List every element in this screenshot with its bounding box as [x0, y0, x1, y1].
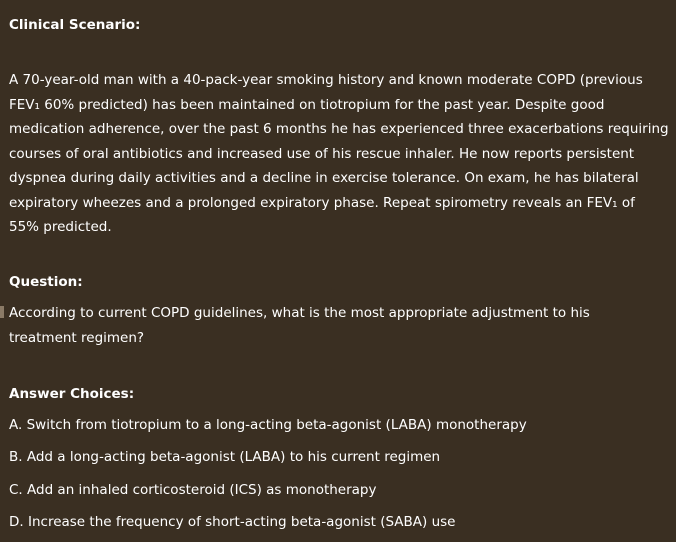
question-text: According to current COPD guidelines, what is the most appropriate adjustment to his treatment regimen? [9, 305, 590, 346]
scenario-heading: Clinical Scenario: [9, 17, 141, 33]
answer-choice-a[interactable]: A. Switch from tiotropium to a long-acting beta-agonist (LABA) monotherapy [9, 417, 527, 433]
question-heading: Question: [9, 274, 83, 290]
scenario-text: A 70-year-old man with a 40-pack-year smoking history and known moderate COPD (previous FEV₁ 60% predicted) has been maintained on tiotropium for the past year. Despite good medication adherence, over the past 6 months he has experienced three exacerbations requiring courses of oral antibiotics and increased use of his rescue inhaler. He now reports persistent dyspnea during daily activities and a decline in exercise tolerance. On exam, he has bilateral expiratory wheezes and a prolonged expiratory phase. Repeat spirometry reveals an FEV₁ of 55% predicted. [9, 72, 669, 235]
answer-choice-c[interactable]: C. Add an inhaled corticosteroid (ICS) as monotherapy [9, 482, 377, 498]
answer-choice-b[interactable]: B. Add a long-acting beta-agonist (LABA) to his current regimen [9, 449, 441, 465]
answer-choice-d[interactable]: D. Increase the frequency of short-acting beta-agonist (SABA) use [9, 514, 456, 530]
left-edge-marker [0, 306, 4, 318]
answers-heading: Answer Choices: [9, 386, 135, 402]
